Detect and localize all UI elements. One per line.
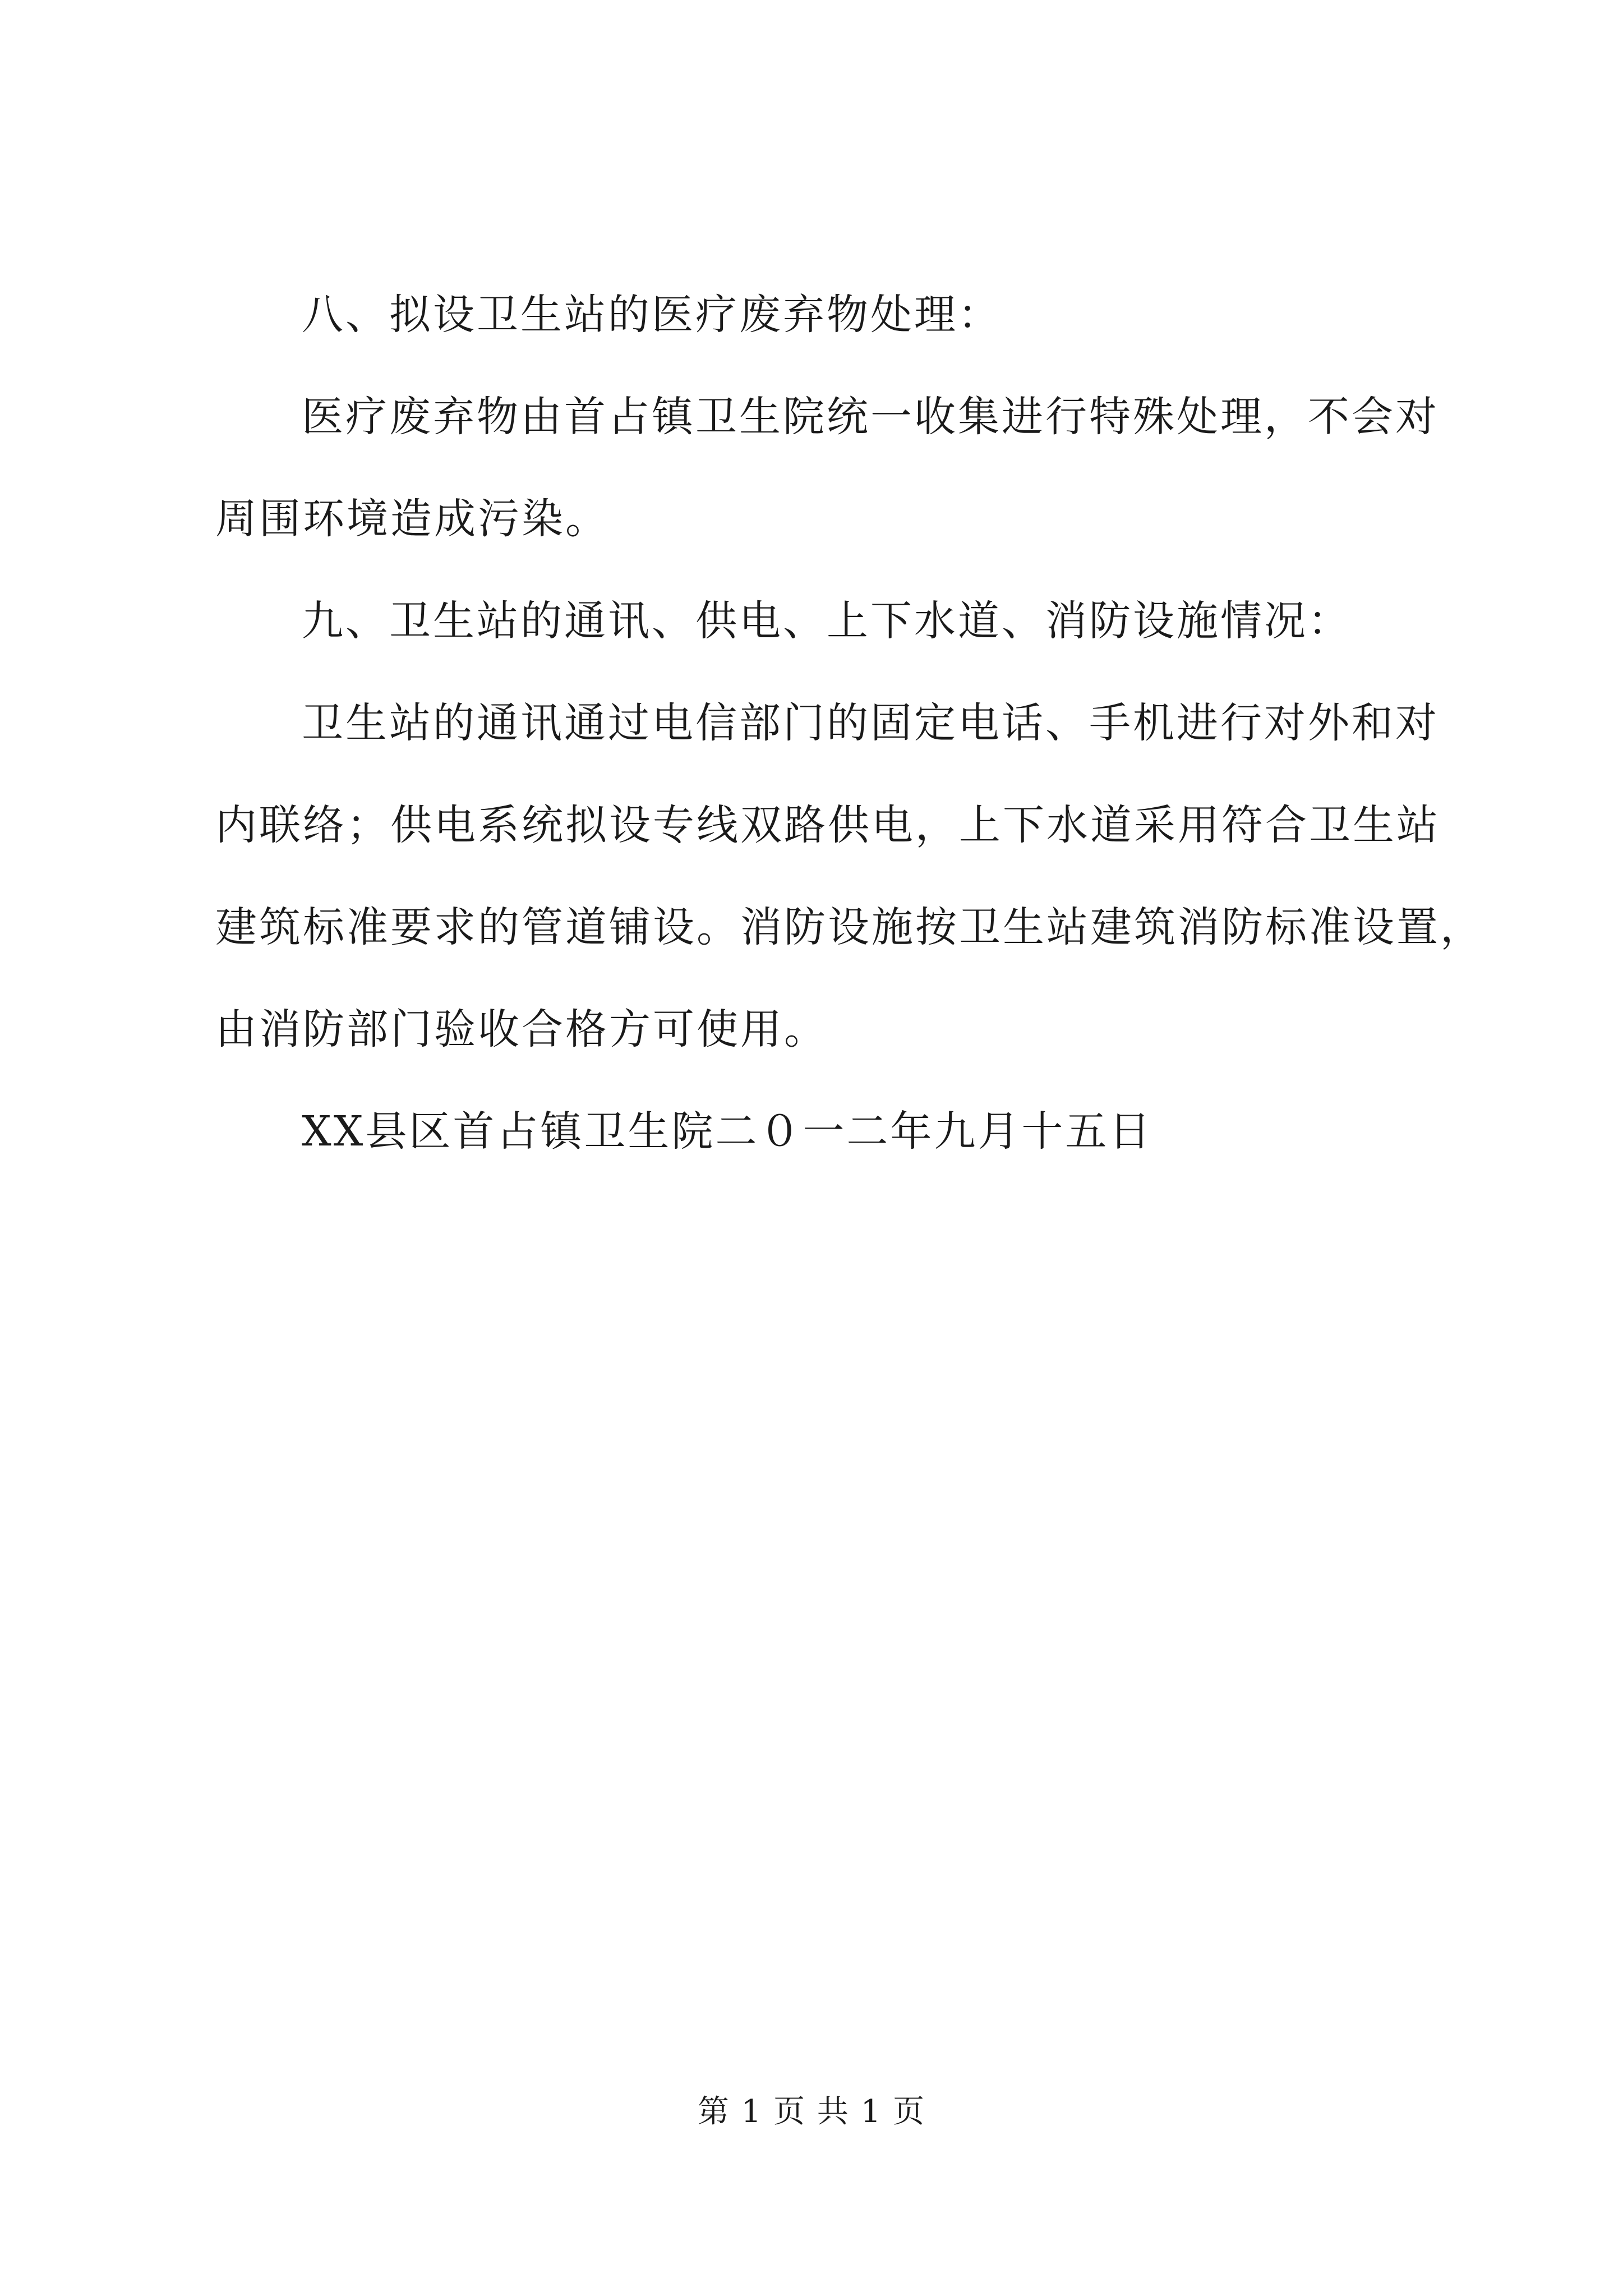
paragraph-line: 周围环境造成污染。 bbox=[215, 495, 609, 543]
paragraph-line: 内联络；供电系统拟设专线双路供电，上下水道采用符合卫生站 bbox=[215, 801, 1440, 849]
page-footer: 第 1 页 共 1 页 bbox=[697, 2093, 926, 2130]
section-heading: 八、拟设卫生站的医疗废弃物处理： bbox=[302, 291, 1002, 339]
paragraph-line: 由消防部门验收合格方可使用。 bbox=[215, 1005, 828, 1053]
signature-line: XX县区首占镇卫生院二０一二年九月十五日 bbox=[302, 1107, 1153, 1156]
paragraph-line: 卫生站的通讯通过电信部门的固定电话、手机进行对外和对 bbox=[302, 699, 1439, 747]
document-body bbox=[215, 264, 1484, 1182]
section-heading: 九、卫生站的通讯、供电、上下水道、消防设施情况： bbox=[302, 597, 1352, 645]
paragraph-line: 建筑标准要求的管道铺设。消防设施按卫生站建筑消防标准设置， bbox=[215, 903, 1484, 951]
paragraph-line: 医疗废弃物由首占镇卫生院统一收集进行特殊处理，不会对 bbox=[302, 393, 1439, 441]
